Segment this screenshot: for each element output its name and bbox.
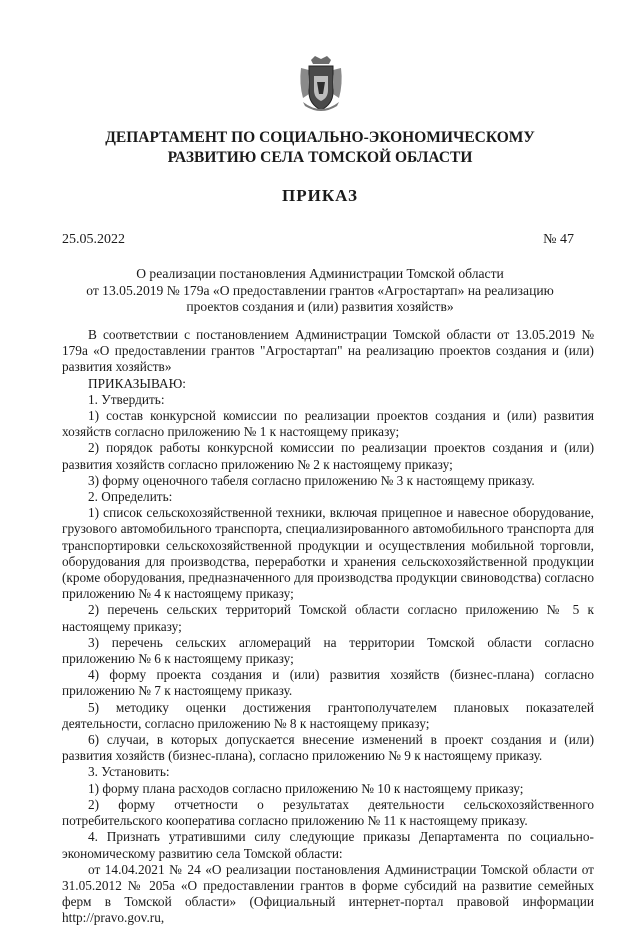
department-line-1: ДЕПАРТАМЕНТ ПО СОЦИАЛЬНО-ЭКОНОМИЧЕСКОМУ — [105, 129, 535, 146]
body-paragraph: 2) порядок работы конкурсной комиссии по реализации проектов создания и (или) развития хозяйств согласно приложению № 2 к настоящему приказу; — [62, 440, 594, 472]
body-paragraph: 1) форму плана расходов согласно приложению № 10 к настоящему приказу; — [88, 780, 524, 796]
department-name — [60, 128, 580, 168]
body-paragraph: В соответствии с постановлением Администрации Томской области от 13.05.2019 № 179а «О предоставлении грантов "Агростартап" на реализацию проектов создания и (или) развития хозяйств» — [62, 327, 594, 375]
subject-line-1: О реализации постановления Администрации Томской области — [136, 266, 504, 281]
body-paragraph: ПРИКАЗЫВАЮ: — [88, 375, 186, 391]
body-paragraph: 3) форму оценочного табеля согласно приложению № 3 к настоящему приказу. — [88, 472, 535, 488]
body-paragraph: 4. Признать утратившими силу следующие приказы Департамента по социально-экономическому развитию села Томской области: — [62, 829, 594, 861]
body-paragraph: 2) перечень сельских территорий Томской области согласно приложению № 5 к настоящему приказу; — [62, 602, 594, 634]
subject-line-3: проектов создания и (или) развития хозяйств» — [186, 299, 454, 314]
document-body — [62, 327, 594, 927]
body-paragraph: 4) форму проекта создания и (или) развития хозяйств (бизнес-плана) согласно приложению № 7 к настоящему приказу. — [62, 667, 594, 699]
body-paragraph: 1. Утвердить: — [88, 391, 165, 407]
subject-line-2: от 13.05.2019 № 179а «О предоставлении грантов «Агростартап» на реализацию — [86, 282, 554, 298]
body-paragraph: 2. Определить: — [88, 489, 173, 505]
department-line-2: РАЗВИТИЮ СЕЛА ТОМСКОЙ ОБЛАСТИ — [167, 149, 473, 166]
body-paragraph: 2) форму отчетности о результатах деятельности сельскохозяйственного потребительского кооператива согласно приложению № 11 к настоящему приказу. — [62, 796, 594, 829]
document-type-title: ПРИКАЗ — [282, 186, 358, 205]
body-paragraph: 3. Установить: — [88, 764, 170, 780]
document-number: № 47 — [543, 232, 574, 247]
body-paragraph: 1) список сельскохозяйственной техники, включая прицепное и навесное оборудование, грузового автомобильного транспорта, специализированного автомобильного транспорта для транспортировки сельскохозяйственной продукции и осуществления мобильной торговли, оборудования для производства, переработки и хранения сельскохозяйственной продукции (кроме оборудования, предназначенного для производства продукции свиноводства) согласно приложению № 4 к настоящему приказу; — [62, 505, 594, 602]
body-paragraph: 6) случаи, в которых допускается внесение изменений в проект создания и (или) развития хозяйств (бизнес-плана), согласно приложению № 9 к настоящему приказу. — [62, 732, 594, 764]
body-paragraph: 5) методику оценки достижения грантополучателем плановых показателей деятельности, согласно приложению № 8 к настоящему приказу; — [62, 699, 594, 731]
coat-of-arms-emblem — [297, 54, 345, 116]
document-date: 25.05.2022 — [62, 232, 125, 247]
body-paragraph: 1) состав конкурсной комиссии по реализации проектов создания и (или) развития хозяйств согласно приложению № 1 к настоящему приказу; — [62, 408, 594, 440]
body-paragraph: 3) перечень сельских агломераций на территории Томской области согласно приложению № 6 к настоящему приказу; — [62, 634, 594, 667]
body-paragraph: от 14.04.2021 № 24 «О реализации постановления Администрации Томской области от 31.05.2012 № 205а «О предоставлении грантов в форме субсидий на развитие семейных ферм в Томской области» (Официальный интернет-портал правовой информации http://pravo.gov.ru, — [62, 861, 594, 926]
document-subject — [70, 266, 570, 316]
